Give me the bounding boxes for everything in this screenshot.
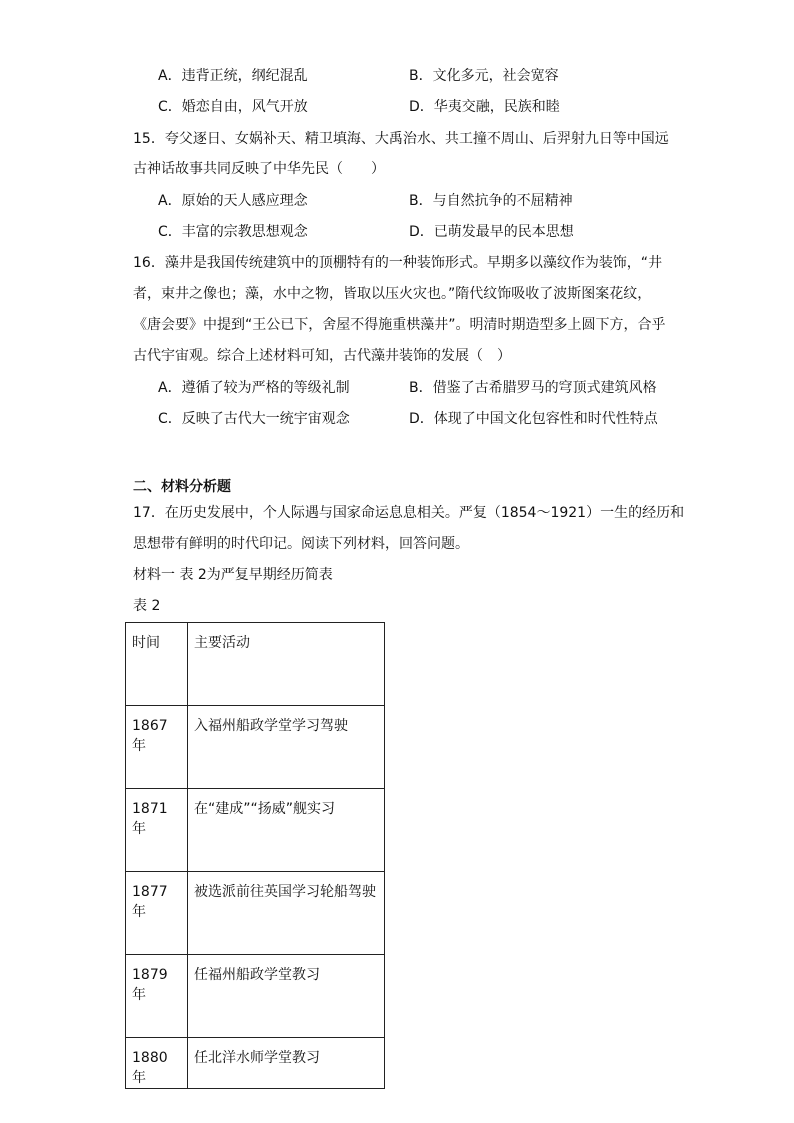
table-row	[126, 789, 385, 872]
experience-table	[125, 622, 385, 1089]
q17-stem-line-2: 思想带有鲜明的时代印记。阅读下列材料，回答问题。	[133, 536, 469, 552]
table-header-activity: 主要活动	[188, 623, 385, 706]
q16-option-b[interactable]: B．借鉴了古希腊罗马的穹顶式建筑风格	[409, 380, 657, 396]
table-cell-activity: 被选派前往英国学习轮船驾驶	[188, 872, 385, 955]
q15-option-d[interactable]: D．已萌发最早的民本思想	[409, 224, 574, 240]
q15-stem-line-1: 15．夸父逐日、女娲补天、精卫填海、大禹治水、共工撞不周山、后羿射九日等中国远	[133, 131, 669, 147]
table-row	[126, 872, 385, 955]
table-cell-year: 1879 年	[126, 955, 188, 1038]
q17-stem-line-1: 17．在历史发展中，个人际遇与国家命运息息相关。严复（1854～1921）一生的经历和	[133, 505, 685, 521]
table-cell-year: 1880 年	[126, 1038, 188, 1089]
q16-stem-line-2: 者，束井之像也；藻，水中之物，皆取以压火灾也。”隋代纹饰吸收了波斯图案花纹，	[133, 286, 652, 302]
q14-option-c[interactable]: C．婚恋自由，风气开放	[158, 99, 308, 115]
table-header-row	[126, 623, 385, 706]
q15-option-a[interactable]: A．原始的天人感应理念	[158, 193, 308, 209]
q15-stem-line-2: 古神话故事共同反映了中华先民（ ）	[133, 161, 385, 177]
q14-option-d[interactable]: D．华夷交融，民族和睦	[409, 99, 560, 115]
q16-stem-line-1: 16．藻井是我国传统建筑中的顶棚特有的一种装饰形式。早期多以藻纹作为装饰，“井	[133, 255, 663, 271]
q15-option-c[interactable]: C．丰富的宗教思想观念	[158, 224, 308, 240]
q15-option-b[interactable]: B．与自然抗争的不屈精神	[409, 193, 573, 209]
table-row	[126, 706, 385, 789]
material-1-caption: 材料一 表 2为严复早期经历简表	[133, 567, 333, 583]
table-caption: 表 2	[133, 598, 161, 614]
table-cell-activity: 在“建成”“扬威”舰实习	[188, 789, 385, 872]
q16-option-d[interactable]: D．体现了中国文化包容性和时代性特点	[409, 411, 658, 427]
q16-stem-line-3: 《唐会要》中提到“王公已下，舍屋不得施重栱藻井”。明清时期造型多上圆下方，合乎	[133, 317, 666, 333]
table-header-time: 时间	[126, 623, 188, 706]
q14-option-b[interactable]: B．文化多元，社会宽容	[409, 68, 559, 84]
table-row	[126, 955, 385, 1038]
q16-option-c[interactable]: C．反映了古代大一统宇宙观念	[158, 411, 350, 427]
table-cell-activity: 任福州船政学堂教习	[188, 955, 385, 1038]
table-cell-activity: 任北洋水师学堂教习	[188, 1038, 385, 1089]
table-cell-activity: 入福州船政学堂学习驾驶	[188, 706, 385, 789]
q14-option-a[interactable]: A．违背正统，纲纪混乱	[158, 68, 308, 84]
table-cell-year: 1867 年	[126, 706, 188, 789]
section-heading: 二、材料分析题	[133, 479, 231, 495]
table-cell-year: 1871 年	[126, 789, 188, 872]
table-row	[126, 1038, 385, 1089]
q16-stem-line-4: 古代宇宙观。综合上述材料可知，古代藻井装饰的发展（ ）	[133, 348, 511, 364]
q16-option-a[interactable]: A．遵循了较为严格的等级礼制	[158, 380, 350, 396]
table-cell-year: 1877 年	[126, 872, 188, 955]
